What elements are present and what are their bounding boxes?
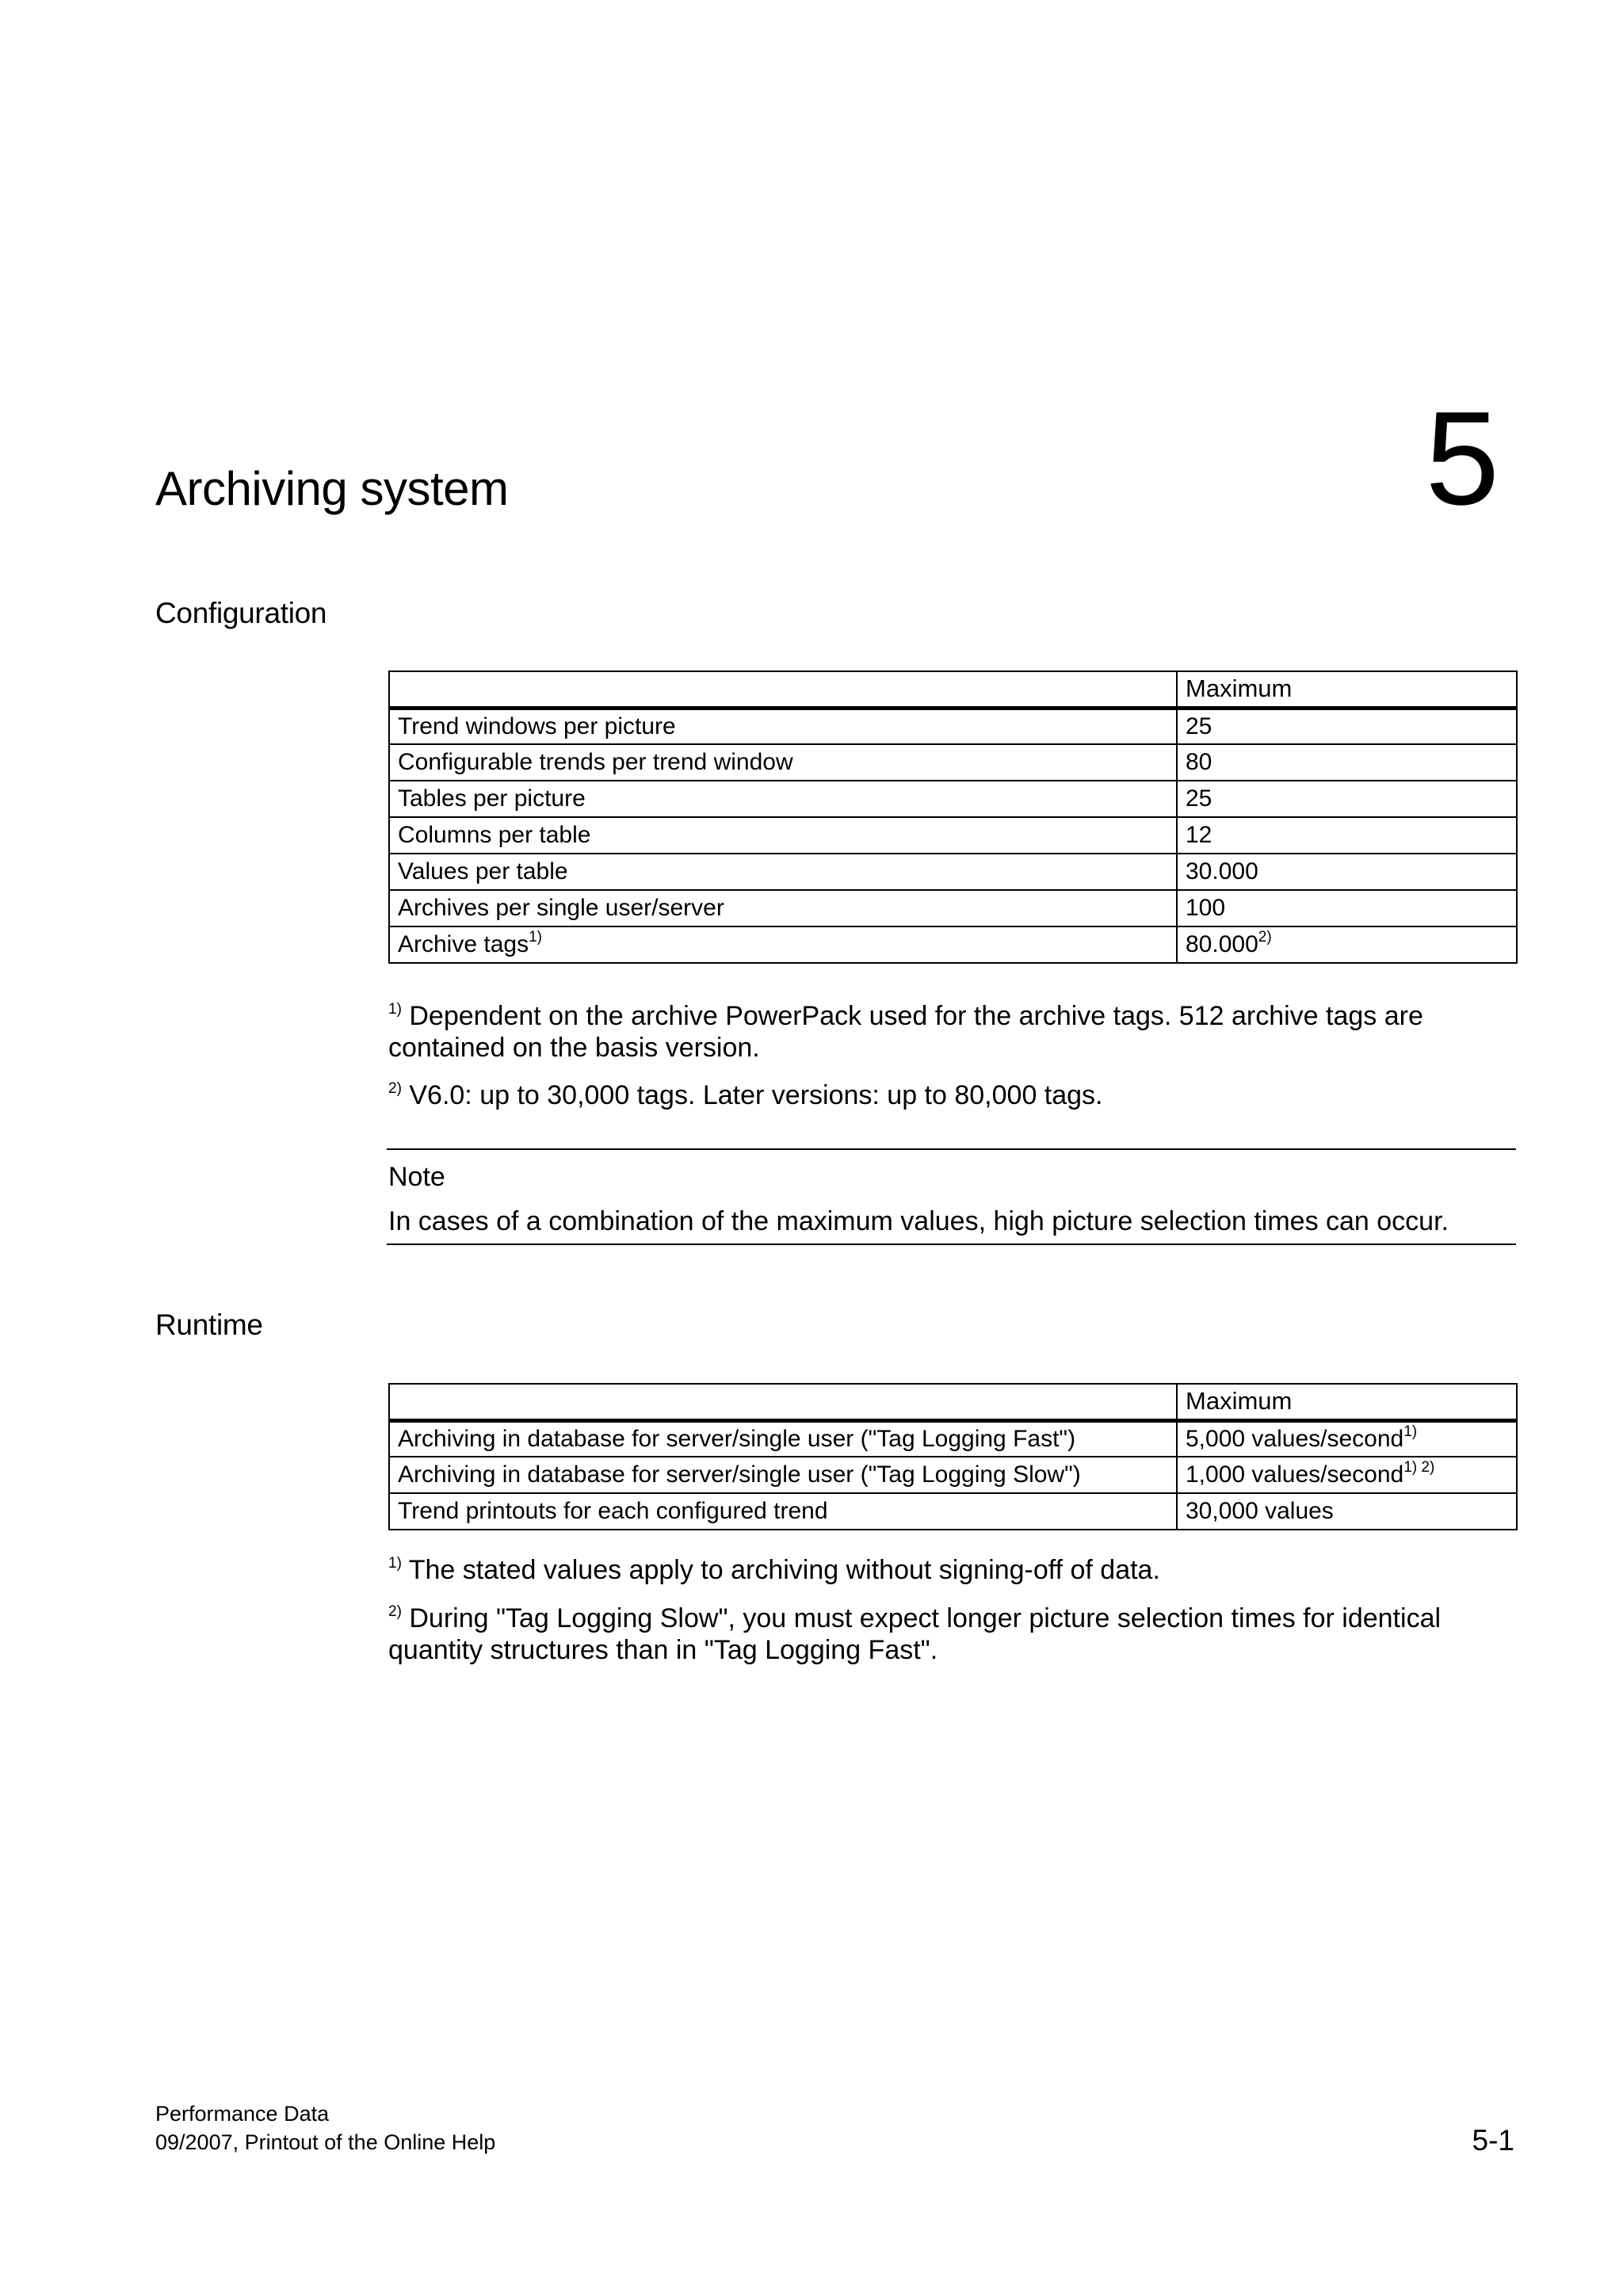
- row-label: Tables per picture: [389, 781, 1177, 817]
- footnote-marker: 2): [388, 1079, 402, 1097]
- footnote-1: [388, 1000, 1516, 1064]
- table-row: [389, 781, 1517, 817]
- table-row: [389, 708, 1517, 744]
- footnote-2: [388, 1603, 1516, 1666]
- table-row: [389, 817, 1517, 854]
- footer-document-title: Performance Data: [155, 2102, 330, 2126]
- row-value: 25: [1177, 708, 1517, 744]
- footnote-2: [388, 1079, 1516, 1111]
- row-value: 80.000$^{2)}$: [1177, 926, 1517, 963]
- row-label: Trend windows per picture: [389, 708, 1177, 744]
- footnote-text: Dependent on the archive PowerPack used for the archive tags. 512 archive tags are contained on the basis version.: [388, 1001, 1423, 1063]
- table-row: [389, 854, 1517, 890]
- footnote-marker: 1): [388, 1554, 402, 1572]
- row-value: 25: [1177, 781, 1517, 817]
- row-label: Configurable trends per trend window: [389, 744, 1177, 781]
- row-value: 1,000 values/second$^{1) 2)}$: [1177, 1457, 1517, 1493]
- footnote-ref: 1) 2): [1403, 1459, 1435, 1476]
- row-value: 30.000: [1177, 854, 1517, 890]
- header-cell-label: [389, 671, 1177, 708]
- chapter-number: 5: [1425, 384, 1499, 533]
- footnote-ref: 1): [529, 929, 542, 946]
- row-label: Columns per table: [389, 817, 1177, 854]
- table-header-row: [389, 1384, 1517, 1420]
- row-label: Archiving in database for server/single user ("Tag Logging Fast"): [389, 1420, 1177, 1457]
- section-heading-configuration: Configuration: [155, 597, 327, 629]
- footnote-marker: 2): [388, 1603, 402, 1620]
- row-value: 80: [1177, 744, 1517, 781]
- table-row: [389, 1457, 1517, 1493]
- chapter-title: Archiving system: [155, 462, 509, 515]
- footnote-ref: 2): [1258, 929, 1272, 946]
- table-row: [389, 1420, 1517, 1457]
- table-row: [389, 926, 1517, 963]
- table-row: [389, 744, 1517, 781]
- table-row: [389, 1493, 1517, 1530]
- row-label: Archive tags$^{1)}$: [389, 926, 1177, 963]
- row-label: Archives per single user/server: [389, 890, 1177, 926]
- row-value: 100: [1177, 890, 1517, 926]
- footnote-text: During "Tag Logging Slow", you must expect longer picture selection times for identical quantity structures than in "Tag Logging Fast".: [388, 1603, 1442, 1665]
- table-header-row: [389, 671, 1517, 708]
- row-label: Values per table: [389, 854, 1177, 890]
- section-heading-runtime: Runtime: [155, 1308, 263, 1341]
- row-value: 12: [1177, 817, 1517, 854]
- row-label: Archiving in database for server/single user ("Tag Logging Slow"): [389, 1457, 1177, 1493]
- footer-edition: 09/2007, Printout of the Online Help: [155, 2130, 496, 2154]
- footnote-text: V6.0: up to 30,000 tags. Later versions: up to 80,000 tags.: [401, 1080, 1103, 1110]
- footnote-1: [388, 1554, 1516, 1586]
- row-label: Trend printouts for each configured trend: [389, 1493, 1177, 1530]
- runtime-table: [388, 1383, 1518, 1530]
- header-cell-label: [389, 1384, 1177, 1420]
- row-value: 30,000 values: [1177, 1493, 1517, 1530]
- note-text: In cases of a combination of the maximum values, high picture selection times can occur.: [388, 1206, 1449, 1236]
- footnote-text: The stated values apply to archiving without signing-off of data.: [401, 1555, 1160, 1585]
- footnote-ref: 1): [1403, 1423, 1418, 1440]
- table-row: [389, 890, 1517, 926]
- header-cell-maximum: Maximum: [1177, 671, 1517, 708]
- footnote-marker: 1): [388, 1000, 402, 1018]
- note-title: Note: [388, 1162, 445, 1192]
- note-box: [387, 1148, 1516, 1245]
- row-value: 5,000 values/second$^{1)}$: [1177, 1420, 1517, 1457]
- page-number: 5-1: [1472, 2124, 1514, 2157]
- configuration-table: [388, 670, 1518, 964]
- header-cell-maximum: Maximum: [1177, 1384, 1517, 1420]
